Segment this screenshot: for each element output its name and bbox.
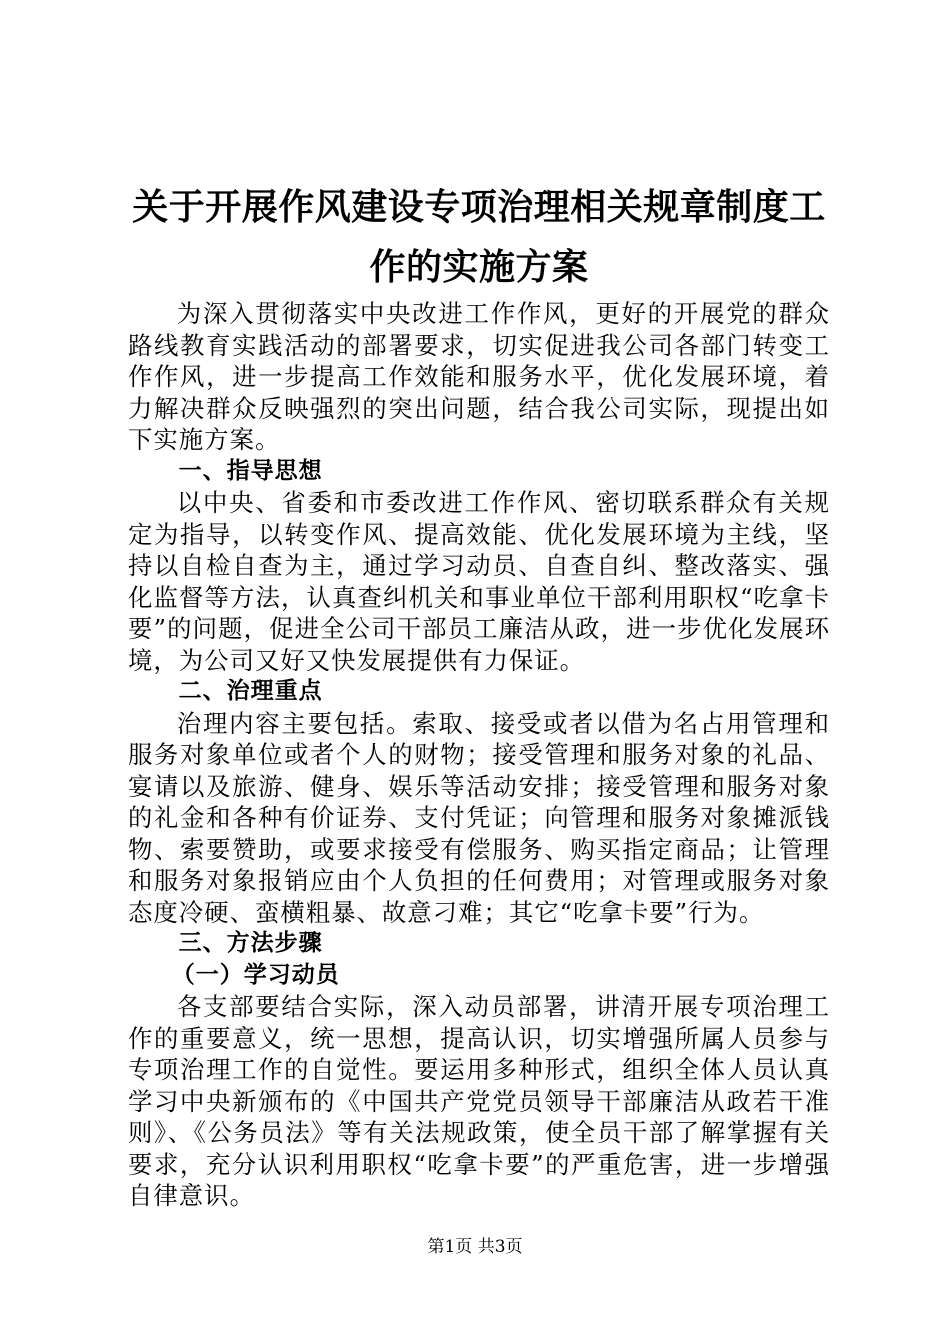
subsection-heading-study-mobilization: （一）学习动员: [171, 961, 340, 988]
document-title: 关于开展作风建设专项治理相关规章制度工作的实施方案: [132, 187, 826, 288]
section-heading-method-steps: 三、方法步骤: [178, 930, 323, 956]
subsection-paragraph-study-mobilization: 各支部要结合实际，深入动员部署，讲清开展专项治理工作的重要意义，统一思想，提高认识，切实增强所属人员参与专项治理工作的自觉性。要运用多种形式，组织全体人员认真学习中央新颁布的《中国共产党党员领导干部廉洁从政若干准则》、《公务员法》等有关法规政策，使全员干部了解掌握有关要求，充分认识利用职权“吃拿卡要”的严重危害，进一步增强自律意识。: [128, 992, 830, 1210]
page-footer: 第1页 共3页: [427, 1237, 523, 1257]
section-heading-governance-focus: 二、治理重点: [178, 678, 323, 704]
section-paragraph-guiding-thought: 以中央、省委和市委改进工作作风、密切联系群众有关规定为指导，以转变作风、提高效能、优化发展环境为主线，坚持以自检自查为主，通过学习动员、自查自纠、整改落实、强化监督等方法，认真查纠机关和事业单位干部利用职权“吃拿卡要”的问题，促进全公司干部员工廉洁从政，进一步优化发展环境，为公司又好又快发展提供有力保证。: [128, 488, 830, 675]
intro-paragraph: 为深入贯彻落实中央改进工作作风，更好的开展党的群众路线教育实践活动的部署要求，切实促进我公司各部门转变工作作风，进一步提高工作效能和服务水平，优化发展环境，着力解决群众反映强烈的突出问题，结合我公司实际，现提出如下实施方案。: [128, 299, 830, 454]
section-heading-guiding-thought: 一、指导思想: [178, 457, 323, 484]
section-paragraph-governance-focus: 治理内容主要包括。索取、接受或者以借为名占用管理和服务对象单位或者个人的财物；接受管理和服务对象的礼品、宴请以及旅游、健身、娱乐等活动安排；接受管理和服务对象的礼金和各种有价证券、支付凭证；向管理和服务对象摊派钱物、索要赞助，或要求接受有偿服务、购买指定商品；让管理和服务对象报销应由个人负担的任何费用；对管理或服务对象态度冷硬、蛮横粗暴、故意刁难；其它“吃拿卡要”行为。: [128, 708, 830, 927]
document-page: [128, 178, 830, 1212]
